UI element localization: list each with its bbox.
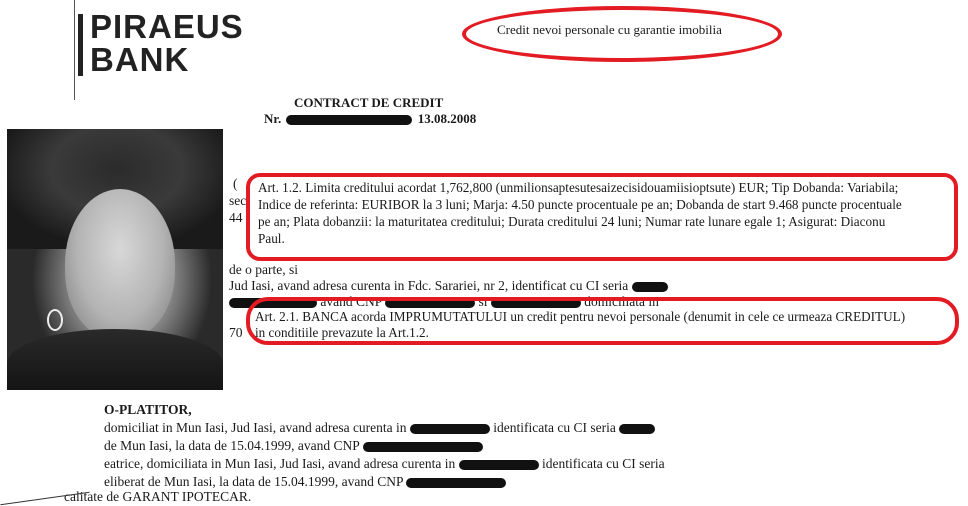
co-platitor-spouse-cnp: eliberat de Mun Iasi, la data de 15.04.1999, avand CNP (104, 474, 404, 489)
logo-line-1: PIRAEUS (90, 8, 244, 45)
co-platitor-line (104, 456, 665, 472)
redaction (410, 424, 490, 434)
text-fragment: 70 (229, 325, 243, 340)
contract-title: CONTRACT DE CREDIT (294, 95, 444, 110)
co-platitor-spouse: eatrice, domiciliata in Mun Iasi, Jud Iasi, avand adresa curenta in (104, 456, 456, 471)
art-1-2-line-3: pe an; Plata dobanzii: la maturitatea creditului; Durata creditului 24 luni; Numar rate lunare egale 1; Asigurat: Diaconu (258, 214, 886, 229)
party-line: de o parte, si (229, 262, 298, 277)
party-line (229, 278, 668, 294)
contract-date: 13.08.2008 (417, 111, 477, 126)
redaction (363, 442, 483, 452)
party-address: Jud Iasi, avand adresa curenta in Fdc. Sarariei, nr 2, identificat cu CI seria (229, 278, 629, 293)
contract-number (264, 111, 476, 127)
co-platitor-line (104, 474, 506, 490)
co-platitor-address: domiciliat in Mun Iasi, Jud Iasi, avand adresa curenta in (104, 420, 407, 435)
garant-line: calitate de GARANT IPOTECAR. (64, 489, 252, 504)
art-1-2-line-2: Indice de referinta: EURIBOR la 3 luni; Marja: 4.50 puncte procentuale pe an; Dobanda de start 9.468 puncte procentuale (258, 197, 902, 212)
party-cnp-label: avand CNP (320, 294, 382, 309)
co-platitor-cnp: de Mun Iasi, la data de 15.04.1999, avand CNP (104, 438, 360, 453)
art-2-1-line-1: Art. 2.1. BANCA acorda IMPRUMUTATULUI un credit pentru nevoi personale (denumit in cele ce urmeaza CREDITUL) (255, 309, 906, 324)
text-fragment: sec (229, 193, 247, 208)
redaction (286, 115, 412, 125)
scan-artifact (74, 0, 75, 100)
redaction (459, 460, 539, 470)
co-platitor-heading: O-PLATITOR, (104, 402, 192, 417)
party-domicile: domiciliata in (584, 294, 659, 309)
art-1-2-line-1: Art. 1.2. Limita creditului acordat 1,762,800 (unmilionsaptesutesaizecisidouamiisioptsute) EUR; Tip Dobanda: Variabila; (258, 180, 899, 195)
co-platitor-ci: identificata cu CI seria (493, 420, 616, 435)
art-2-1-line-2: in conditiile prevazute la Art.1.2. (255, 325, 429, 340)
redaction (632, 282, 668, 292)
product-title: Credit nevoi personale cu garantie imobilia (497, 22, 722, 37)
redaction (619, 424, 655, 434)
text-fragment: 44 (229, 210, 243, 225)
contract-nr-label: Nr. (264, 111, 282, 126)
party-and: si (478, 294, 488, 309)
co-platitor-line (104, 438, 483, 454)
co-platitor-line (104, 420, 655, 436)
logo-line-2: BANK (90, 41, 190, 78)
art-1-2-line-4: Paul. (258, 231, 285, 246)
bank-logo (78, 10, 244, 76)
co-platitor-spouse-ci: identificata cu CI seria (542, 456, 665, 471)
text-fragment: ( (233, 176, 238, 191)
photo-earring (47, 309, 63, 331)
photo-shoulder (7, 329, 223, 390)
redaction (406, 478, 506, 488)
photo-face (65, 189, 175, 339)
person-photo (7, 129, 223, 390)
